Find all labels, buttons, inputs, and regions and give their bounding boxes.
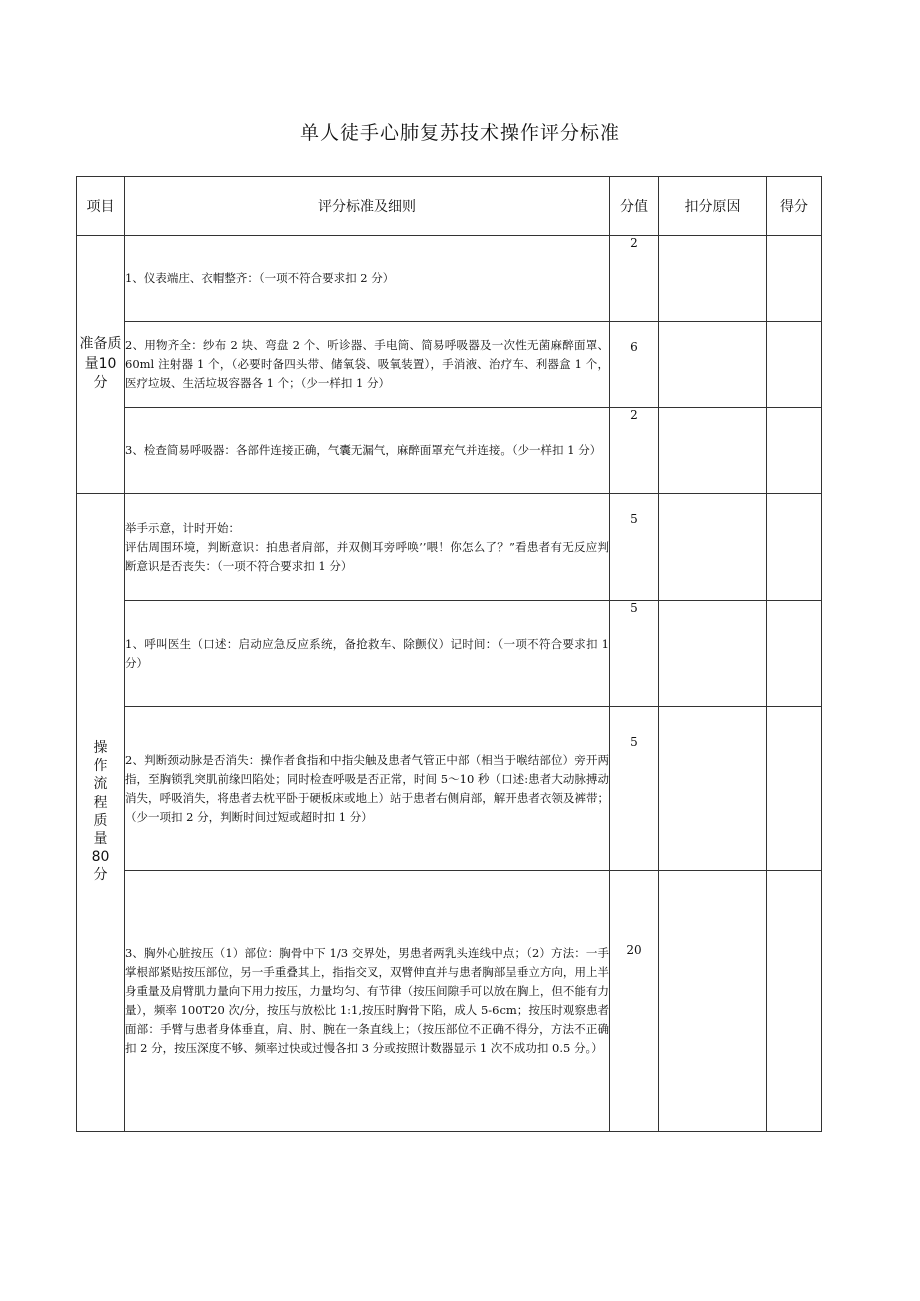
score-cell: 2 [610,408,659,494]
table-row [77,322,822,408]
score-cell: 2 [610,236,659,322]
criteria-cell: 1、仪表端庄、衣帽整齐：（一项不符合要求扣 2 分） [125,236,610,322]
obtained-cell [767,871,822,1132]
deduction-reason-cell [659,601,767,707]
deduction-reason-cell [659,494,767,601]
header-obtained: 得分 [767,177,822,236]
deduction-reason-cell [659,707,767,871]
category-operation [77,494,125,1132]
obtained-cell [767,322,822,408]
criteria-cell: 1、呼叫医生（口述：启动应急反应系统，备抢救车、除颤仪）记时间：（一项不符合要求扣 1 分） [125,601,610,707]
table-row [77,408,822,494]
scoring-table [76,176,822,1132]
table-row [77,871,822,1132]
obtained-cell [767,494,822,601]
header-criteria: 评分标准及细则 [125,177,610,236]
deduction-reason-cell [659,322,767,408]
deduction-reason-cell [659,236,767,322]
criteria-line: 举手示意，计时开始： [125,520,240,535]
deduction-reason-cell [659,408,767,494]
obtained-cell [767,601,822,707]
score-cell: 20 [610,871,659,1132]
table-row [77,494,822,601]
table-row [77,707,822,871]
category-label: 准备质量10分 [79,336,122,392]
table-row [77,236,822,322]
criteria-cell: 3、检查简易呼吸器：各部件连接正确，气囊无漏气，麻醉面罩充气并连接。（少一样扣 1 分） [125,408,610,494]
criteria-cell [125,494,610,601]
obtained-cell [767,408,822,494]
score-cell: 5 [610,494,659,601]
criteria-cell: 2、判断颈动脉是否消失：操作者食指和中指尖触及患者气管正中部（相当于喉结部位）旁开两指，至胸锁乳突肌前缘凹陷处；同时检查呼吸是否正常，时间 5～10 秒（口述:患者大动脉搏动消失，呼吸消失，将患者去枕平卧于硬板床或地上）站于患者右侧肩部，解开患者衣领及裤带；（少一项扣 2 分，判断时间过短或超时扣 1 分） [125,707,610,871]
table-row [77,601,822,707]
criteria-cell: 2、用物齐全：纱布 2 块、弯盘 2 个、听诊器、手电筒、简易呼吸器及一次性无菌麻醉面罩、60ml 注射器 1 个，（必要时备四头带、储氧袋、吸氧装置），手消液、治疗车、利器盒 1 个，医疗垃圾、生活垃圾容器各 1 个；（少一样扣 1 分） [125,322,610,408]
obtained-cell [767,707,822,871]
header-row [77,177,822,236]
obtained-cell [767,236,822,322]
category-preparation [77,236,125,494]
score-cell: 5 [610,601,659,707]
header-deduction-reason: 扣分原因 [659,177,767,236]
page-title: 单人徒手心肺复苏技术操作评分标准 [299,122,620,144]
score-cell: 5 [610,707,659,871]
criteria-cell: 3、胸外心脏按压（1）部位：胸骨中下 1/3 交界处，男患者两乳头连线中点；（2）方法：一手掌根部紧贴按压部位，另一手重叠其上，指指交叉，双臂伸直并与患者胸部呈垂立方向，用上半身重量及肩臂肌力量向下用力按压，力量均匀、有节律（按压间隙手可以放在胸上，但不能有力量），频率 100T20 次/分，按压与放松比 1:1,按压时胸骨下陷，成人 5-6cm；按压时观察患者面部：手臂与患者身体垂直，肩、肘、腕在一条直线上；（按压部位不正确不得分，方法不正确扣 2 分，按压深度不够、频率过快或过慢各扣 3 分或按照计数器显示 1 次不成功扣 0.5 分。） [125,871,610,1132]
criteria-line: 评估周围环境，判断意识：拍患者肩部，并双侧耳旁呼唤’’喂！你怎么了？”看患者有无反应判断意识是否丧失：（一项不符合要求扣 1 分） [125,539,609,573]
category-label: 操作流程质量80分 [91,740,110,884]
header-score: 分值 [610,177,659,236]
header-item: 项目 [77,177,125,236]
deduction-reason-cell [659,871,767,1132]
score-cell: 6 [610,322,659,408]
